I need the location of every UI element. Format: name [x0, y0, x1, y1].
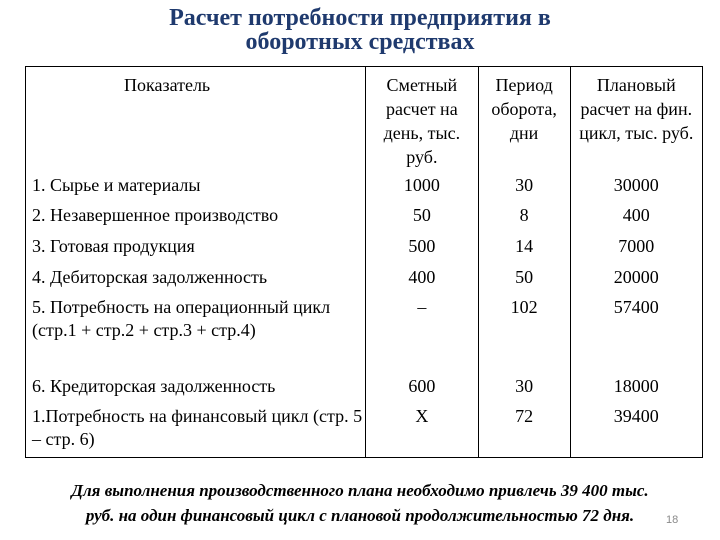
cell-period: 14 [478, 234, 570, 265]
page-number: 18 [666, 514, 679, 526]
cell-planned: 57400 [570, 296, 702, 374]
row-label: 3. Готовая продукция [26, 234, 366, 265]
cell-daily: Х [366, 405, 479, 458]
cell-daily: – [366, 296, 479, 374]
working-capital-table [25, 66, 703, 458]
row-label: 1.Потребность на финансовый цикл (стр. 5 – стр. 6) [26, 405, 366, 458]
table-header-row [26, 67, 703, 174]
header-daily-estimate: Сметный расчет на день, тыс. руб. [366, 67, 479, 174]
cell-period: 8 [478, 203, 570, 234]
table-row [26, 374, 703, 405]
row-label: 5. Потребность на операционный цикл (стр.1 + стр.2 + стр.3 + стр.4) [26, 296, 366, 374]
slide-title-line2: оборотных средствах [245, 29, 475, 55]
cell-daily: 500 [366, 234, 479, 265]
table-row [26, 265, 703, 296]
header-planned-cycle: Плановый расчет на фин. цикл, тыс. руб. [570, 67, 702, 174]
conclusion-line2: руб. на один финансовый цикл с плановой продолжительностью 72 дня. [85, 506, 635, 525]
table-row [26, 173, 703, 203]
header-turnover-period: Период оборота, дни [478, 67, 570, 174]
cell-planned: 18000 [570, 374, 702, 405]
table-row [26, 296, 703, 374]
slide-title-line1: Расчет потребности предприятия в [169, 5, 551, 31]
cell-planned: 7000 [570, 234, 702, 265]
cell-period: 30 [478, 173, 570, 203]
cell-daily: 1000 [366, 173, 479, 203]
cell-period: 50 [478, 265, 570, 296]
cell-planned: 400 [570, 203, 702, 234]
cell-planned: 39400 [570, 405, 702, 458]
slide-title [0, 6, 720, 54]
row-label: 2. Незавершенное производство [26, 203, 366, 234]
header-indicator: Показатель [26, 67, 366, 174]
conclusion-text [6, 478, 714, 528]
cell-period: 72 [478, 405, 570, 458]
cell-planned: 20000 [570, 265, 702, 296]
table-row [26, 234, 703, 265]
cell-daily: 50 [366, 203, 479, 234]
cell-period: 102 [478, 296, 570, 374]
cell-planned: 30000 [570, 173, 702, 203]
row-label: 6. Кредиторская задолженность [26, 374, 366, 405]
cell-daily: 600 [366, 374, 479, 405]
cell-period: 30 [478, 374, 570, 405]
table-row [26, 405, 703, 458]
cell-daily: 400 [366, 265, 479, 296]
conclusion-line1: Для выполнения производственного плана необходимо привлечь 39 400 тыс. [71, 481, 649, 500]
table-row [26, 203, 703, 234]
row-label: 1. Сырье и материалы [26, 173, 366, 203]
row-label: 4. Дебиторская задолженность [26, 265, 366, 296]
